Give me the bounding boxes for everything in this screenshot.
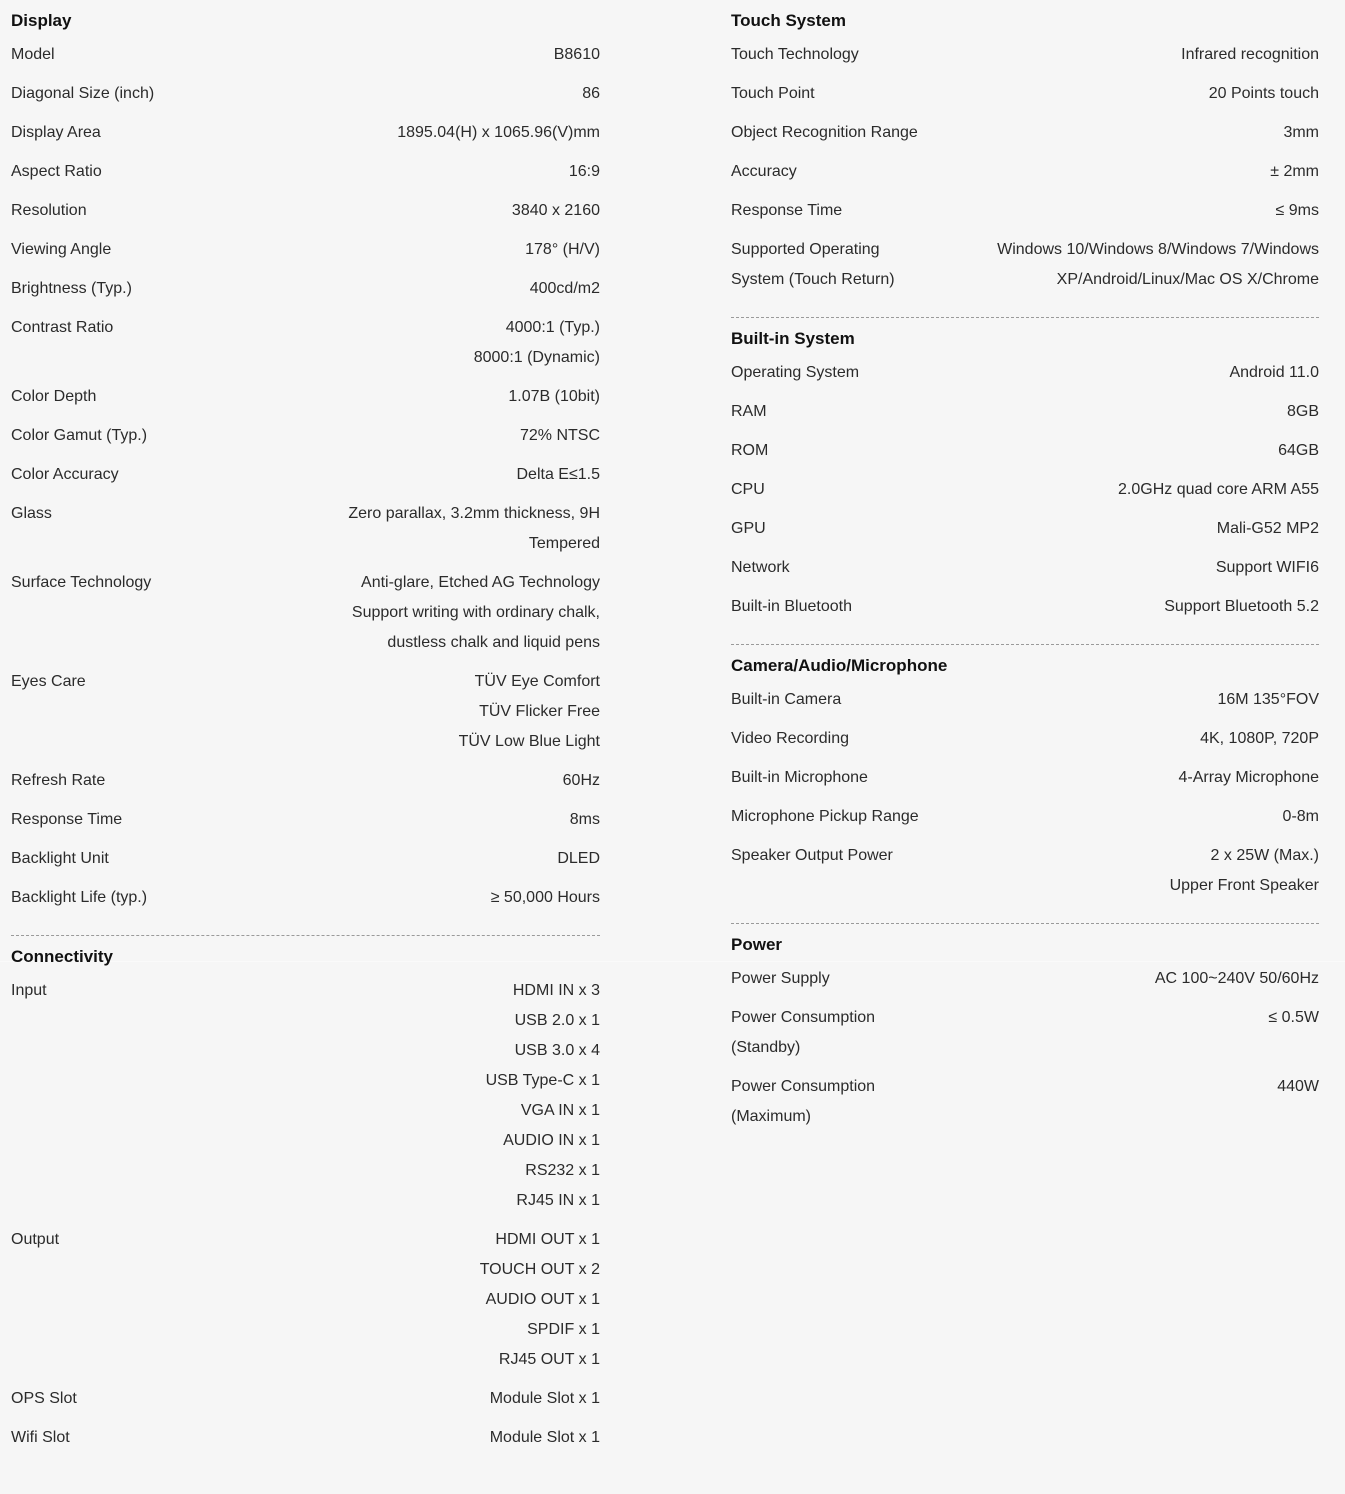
- spec-label: [731, 514, 766, 544]
- spec-label-line: Built-in Microphone: [731, 769, 868, 786]
- section-divider: [11, 935, 600, 936]
- spec-label-line: System (Touch Return): [731, 271, 895, 288]
- spec-value: [868, 763, 1319, 793]
- spec-label-line: Video Recording: [731, 730, 850, 747]
- spec-label: [11, 844, 109, 874]
- spec-section-power: [731, 934, 1319, 1132]
- spec-label: [11, 976, 47, 1006]
- spec-value-line: 4-Array Microphone: [1178, 769, 1319, 786]
- spec-label: [11, 883, 147, 913]
- spec-value: [931, 1003, 1319, 1033]
- spec-label-line: GPU: [731, 520, 766, 537]
- spec-value: [111, 235, 600, 265]
- spec-label-line: Display Area: [11, 124, 101, 141]
- spec-value: [842, 196, 1319, 226]
- spec-row: [11, 967, 600, 1216]
- spec-value: [132, 274, 600, 304]
- spec-row: [11, 1375, 600, 1414]
- spec-value-line: ≤ 9ms: [1275, 202, 1319, 219]
- spec-label: [11, 157, 102, 187]
- spec-value-line: 64GB: [1278, 442, 1319, 459]
- spec-value-line: 8ms: [569, 811, 600, 828]
- spec-label: [731, 841, 893, 871]
- spec-value-line: USB Type-C x 1: [485, 1072, 600, 1089]
- spec-value: [790, 553, 1319, 583]
- spec-label: [731, 802, 919, 832]
- section-title: Touch System: [731, 11, 846, 30]
- spec-value-line: Infrared recognition: [1181, 46, 1319, 63]
- spec-value: [768, 436, 1319, 466]
- spec-value: [102, 157, 600, 187]
- spec-label-line: Color Depth: [11, 388, 97, 405]
- spec-label: [11, 1384, 77, 1414]
- spec-label-line: CPU: [731, 481, 765, 498]
- spec-row: [11, 1216, 600, 1375]
- spec-label-line: Power Consumption (Maximum): [731, 1078, 876, 1125]
- spec-row: [731, 109, 1319, 148]
- spec-label: [731, 685, 841, 715]
- spec-label-line: Input: [11, 982, 47, 999]
- spec-label: [731, 196, 842, 226]
- spec-value-line: Upper Front Speaker: [1169, 877, 1319, 894]
- spec-label-line: Supported Operating: [731, 241, 880, 258]
- spec-label-line: Output: [11, 1231, 60, 1248]
- spec-value: [147, 883, 600, 913]
- spec-value-line: Tempered: [528, 535, 600, 552]
- spec-label-line: Refresh Rate: [11, 772, 106, 789]
- spec-label-line: Power Supply: [731, 970, 830, 987]
- spec-value-line: 440W: [1277, 1078, 1319, 1095]
- spec-value: [77, 1384, 600, 1414]
- spec-value: [87, 196, 600, 226]
- spec-row: [731, 1063, 1319, 1132]
- spec-section-camera-audio-microphone: [731, 655, 1319, 901]
- spec-value: [55, 40, 600, 70]
- spec-label-line: Power Consumption (Standby): [731, 1009, 876, 1056]
- spec-value: [96, 382, 600, 412]
- spec-value: [113, 313, 600, 373]
- spec-label: [11, 766, 105, 796]
- spec-label-line: Glass: [11, 505, 52, 522]
- spec-label: [731, 79, 815, 109]
- spec-label-line: Color Gamut (Typ.): [11, 427, 148, 444]
- spec-row: [11, 226, 600, 265]
- spec-value: [918, 118, 1319, 148]
- left-column: [11, 0, 600, 1453]
- spec-value-line: 2 x 25W (Max.): [1210, 847, 1319, 864]
- spec-label: [731, 1003, 931, 1063]
- section-title: Power: [731, 935, 783, 954]
- section-title: Display: [11, 11, 72, 30]
- spec-label-line: Wifi Slot: [11, 1429, 70, 1446]
- spec-value: [147, 421, 600, 451]
- spec-value: [154, 79, 600, 109]
- spec-label-line: Aspect Ratio: [11, 163, 102, 180]
- spec-row: [731, 349, 1319, 388]
- spec-row: [731, 583, 1319, 622]
- spec-value-line: DLED: [557, 850, 600, 867]
- spec-label-line: Surface Technology: [11, 574, 152, 591]
- spec-value-line: HDMI OUT x 1: [495, 1231, 600, 1248]
- spec-value-line: 3840 x 2160: [511, 202, 600, 219]
- section-title: Camera/Audio/Microphone: [731, 656, 948, 675]
- spec-label-line: Operating System: [731, 364, 860, 381]
- section-title: Built-in System: [731, 329, 855, 348]
- spec-row: [11, 412, 600, 451]
- spec-value-line: Support Bluetooth 5.2: [1164, 598, 1319, 615]
- spec-value-line: 72% NTSC: [519, 427, 600, 444]
- spec-row: [11, 187, 600, 226]
- spec-label-line: OPS Slot: [11, 1390, 77, 1407]
- spec-label: [731, 763, 868, 793]
- spec-value-line: 1895.04(H) x 1065.96(V)mm: [397, 124, 600, 141]
- spec-label: [11, 274, 132, 304]
- spec-label-line: Backlight Life (typ.): [11, 889, 148, 906]
- spec-label-line: Object Recognition Range: [731, 124, 918, 141]
- spec-section-touch-system: [731, 10, 1319, 295]
- spec-label-line: Response Time: [731, 202, 843, 219]
- spec-value-line: Mali-G52 MP2: [1216, 520, 1319, 537]
- spec-value: [765, 475, 1319, 505]
- spec-value: [919, 802, 1319, 832]
- spec-value-line: RJ45 OUT x 1: [498, 1351, 600, 1368]
- spec-row: [731, 754, 1319, 793]
- spec-value-line: ≥ 50,000 Hours: [490, 889, 600, 906]
- spec-label: [11, 1423, 70, 1453]
- spec-row: [11, 70, 600, 109]
- spec-row: [731, 676, 1319, 715]
- spec-value: [797, 157, 1319, 187]
- spec-value-line: Module Slot x 1: [489, 1429, 600, 1446]
- spec-label-line: Viewing Angle: [11, 241, 112, 258]
- spec-value-line: TÜV Eye Comfort: [474, 673, 600, 690]
- spec-row: [11, 757, 600, 796]
- spec-label: [11, 40, 55, 70]
- spec-label: [11, 235, 111, 265]
- spec-label: [731, 964, 830, 994]
- spec-label: [11, 499, 52, 529]
- spec-row: [731, 715, 1319, 754]
- section-divider: [731, 317, 1319, 318]
- spec-value: [151, 568, 600, 658]
- section-title: Connectivity: [11, 947, 114, 966]
- spec-label: [731, 358, 859, 388]
- spec-value-line: 3mm: [1283, 124, 1319, 141]
- spec-label: [11, 667, 86, 697]
- spec-label-line: Contrast Ratio: [11, 319, 114, 336]
- spec-value: [859, 40, 1319, 70]
- spec-value: [841, 685, 1319, 715]
- spec-value-line: 4000:1 (Typ.): [505, 319, 600, 336]
- spec-value-line: Android 11.0: [1229, 364, 1319, 381]
- spec-label-line: Built-in Camera: [731, 691, 842, 708]
- spec-label-line: Eyes Care: [11, 673, 86, 690]
- spec-value-line: ± 2mm: [1270, 163, 1319, 180]
- spec-value-line: 8GB: [1286, 403, 1319, 420]
- spec-value-line: Anti-glare, Etched AG Technology: [361, 574, 600, 591]
- spec-row: [731, 505, 1319, 544]
- spec-value: [59, 1225, 600, 1375]
- spec-label-line: Built-in Bluetooth: [731, 598, 852, 615]
- spec-section-connectivity: [11, 946, 600, 1453]
- spec-row: [11, 265, 600, 304]
- spec-label-line: Diagonal Size (inch): [11, 85, 155, 102]
- spec-label: [731, 553, 790, 583]
- spec-label: [731, 592, 852, 622]
- spec-value: [101, 118, 600, 148]
- spec-row: [731, 187, 1319, 226]
- spec-value: [109, 844, 600, 874]
- spec-label: [11, 118, 101, 148]
- spec-label-line: Touch Point: [731, 85, 815, 102]
- spec-value-line: XP/Android/Linux/Mac OS X/Chrome: [1056, 271, 1319, 288]
- spec-value: [70, 1423, 600, 1453]
- spec-row: [731, 148, 1319, 187]
- spec-row: [731, 466, 1319, 505]
- spec-label: [11, 79, 154, 109]
- spec-label-line: Model: [11, 46, 55, 63]
- spec-label: [731, 40, 859, 70]
- spec-row: [11, 796, 600, 835]
- spec-label: [11, 1225, 59, 1255]
- spec-value-line: TÜV Flicker Free: [479, 703, 600, 720]
- spec-label-line: Accuracy: [731, 163, 797, 180]
- spec-value: [105, 766, 600, 796]
- spec-value-line: 16M 135°FOV: [1217, 691, 1319, 708]
- spec-value-line: 16:9: [568, 163, 600, 180]
- spec-row: [731, 31, 1319, 70]
- spec-value: [859, 358, 1319, 388]
- spec-label: [11, 805, 122, 835]
- spec-label-line: Speaker Output Power: [731, 847, 893, 864]
- spec-label: [731, 475, 765, 505]
- spec-label-line: Response Time: [11, 811, 123, 828]
- spec-value-line: AC 100~240V 50/60Hz: [1154, 970, 1319, 987]
- spec-value-line: 60Hz: [562, 772, 600, 789]
- spec-row: [11, 559, 600, 658]
- spec-label-line: ROM: [731, 442, 769, 459]
- spec-value: [766, 514, 1319, 544]
- spec-section-display: [11, 10, 600, 913]
- spec-value-line: 0-8m: [1282, 808, 1319, 825]
- spec-label: [731, 724, 849, 754]
- spec-row: [11, 1414, 600, 1453]
- spec-value-line: SPDIF x 1: [527, 1321, 600, 1338]
- spec-row: [731, 70, 1319, 109]
- spec-row: [731, 955, 1319, 994]
- spec-label: [731, 436, 768, 466]
- spec-value-line: 1.07B (10bit): [508, 388, 600, 405]
- spec-row: [11, 490, 600, 559]
- spec-value: [893, 841, 1319, 901]
- spec-value: [815, 79, 1319, 109]
- spec-label: [731, 1072, 931, 1132]
- spec-row: [11, 373, 600, 412]
- spec-value-line: Support writing with ordinary chalk,: [351, 604, 600, 621]
- spec-value-line: HDMI IN x 3: [512, 982, 600, 999]
- spec-row: [731, 427, 1319, 466]
- spec-row: [731, 544, 1319, 583]
- spec-value-line: TÜV Low Blue Light: [458, 733, 600, 750]
- spec-value-line: B8610: [553, 46, 600, 63]
- spec-value: [830, 964, 1319, 994]
- spec-value-line: RJ45 IN x 1: [516, 1192, 600, 1209]
- spec-row: [731, 388, 1319, 427]
- spec-value-line: 20 Points touch: [1208, 85, 1319, 102]
- spec-row: [11, 148, 600, 187]
- spec-value-line: 178° (H/V): [525, 241, 600, 258]
- spec-label-line: Resolution: [11, 202, 87, 219]
- spec-value: [852, 592, 1319, 622]
- spec-value-line: 86: [582, 85, 600, 102]
- spec-row: [11, 451, 600, 490]
- spec-value-line: AUDIO OUT x 1: [485, 1291, 600, 1308]
- spec-value-line: AUDIO IN x 1: [503, 1132, 600, 1149]
- spec-label-line: Network: [731, 559, 790, 576]
- spec-label: [731, 397, 767, 427]
- spec-value-line: ≤ 0.5W: [1268, 1009, 1319, 1026]
- spec-value-line: Windows 10/Windows 8/Windows 7/Windows: [997, 241, 1319, 258]
- spec-label: [731, 118, 918, 148]
- spec-label: [731, 235, 895, 295]
- spec-value-line: USB 2.0 x 1: [514, 1012, 600, 1029]
- section-divider: [731, 923, 1319, 924]
- spec-value: [119, 460, 600, 490]
- spec-label: [11, 421, 147, 451]
- spec-label-line: Backlight Unit: [11, 850, 109, 867]
- spec-value-line: Module Slot x 1: [489, 1390, 600, 1407]
- spec-value: [895, 235, 1319, 295]
- spec-label-line: RAM: [731, 403, 767, 420]
- spec-value-line: 400cd/m2: [529, 280, 600, 297]
- spec-value: [931, 1072, 1319, 1102]
- spec-label: [11, 196, 87, 226]
- spec-row: [731, 793, 1319, 832]
- spec-label: [11, 313, 113, 343]
- spec-row: [11, 31, 600, 70]
- spec-label-line: Microphone Pickup Range: [731, 808, 919, 825]
- spec-value-line: dustless chalk and liquid pens: [387, 634, 600, 651]
- spec-value: [122, 805, 600, 835]
- spec-row: [11, 874, 600, 913]
- spec-label: [11, 568, 151, 598]
- spec-row: [11, 835, 600, 874]
- spec-value-line: USB 3.0 x 4: [514, 1042, 600, 1059]
- spec-value-line: VGA IN x 1: [520, 1102, 600, 1119]
- spec-value: [767, 397, 1319, 427]
- spec-label: [731, 157, 797, 187]
- spec-value-line: Delta E≤1.5: [516, 466, 600, 483]
- spec-value-line: 4K, 1080P, 720P: [1200, 730, 1319, 747]
- spec-value: [47, 976, 600, 1216]
- spec-value: [849, 724, 1319, 754]
- spec-value: [52, 499, 600, 559]
- spec-value-line: RS232 x 1: [525, 1162, 600, 1179]
- spec-row: [731, 226, 1319, 295]
- spec-value-line: 8000:1 (Dynamic): [473, 349, 600, 366]
- spec-label-line: Touch Technology: [731, 46, 859, 63]
- spec-value-line: TOUCH OUT x 2: [479, 1261, 600, 1278]
- spec-section-built-in-system: [731, 328, 1319, 622]
- spec-label: [11, 460, 119, 490]
- right-column: [731, 0, 1319, 1132]
- spec-row: [11, 109, 600, 148]
- spec-label-line: Color Accuracy: [11, 466, 119, 483]
- spec-label: [11, 382, 96, 412]
- spec-label-line: Brightness (Typ.): [11, 280, 132, 297]
- spec-value-line: Zero parallax, 3.2mm thickness, 9H: [348, 505, 600, 522]
- spec-value-line: Support WIFI6: [1215, 559, 1319, 576]
- spec-row: [11, 658, 600, 757]
- spec-row: [731, 832, 1319, 901]
- spec-value: [86, 667, 600, 757]
- spec-row: [731, 994, 1319, 1063]
- spec-row: [11, 304, 600, 373]
- section-divider: [731, 644, 1319, 645]
- spec-value-line: 2.0GHz quad core ARM A55: [1118, 481, 1319, 498]
